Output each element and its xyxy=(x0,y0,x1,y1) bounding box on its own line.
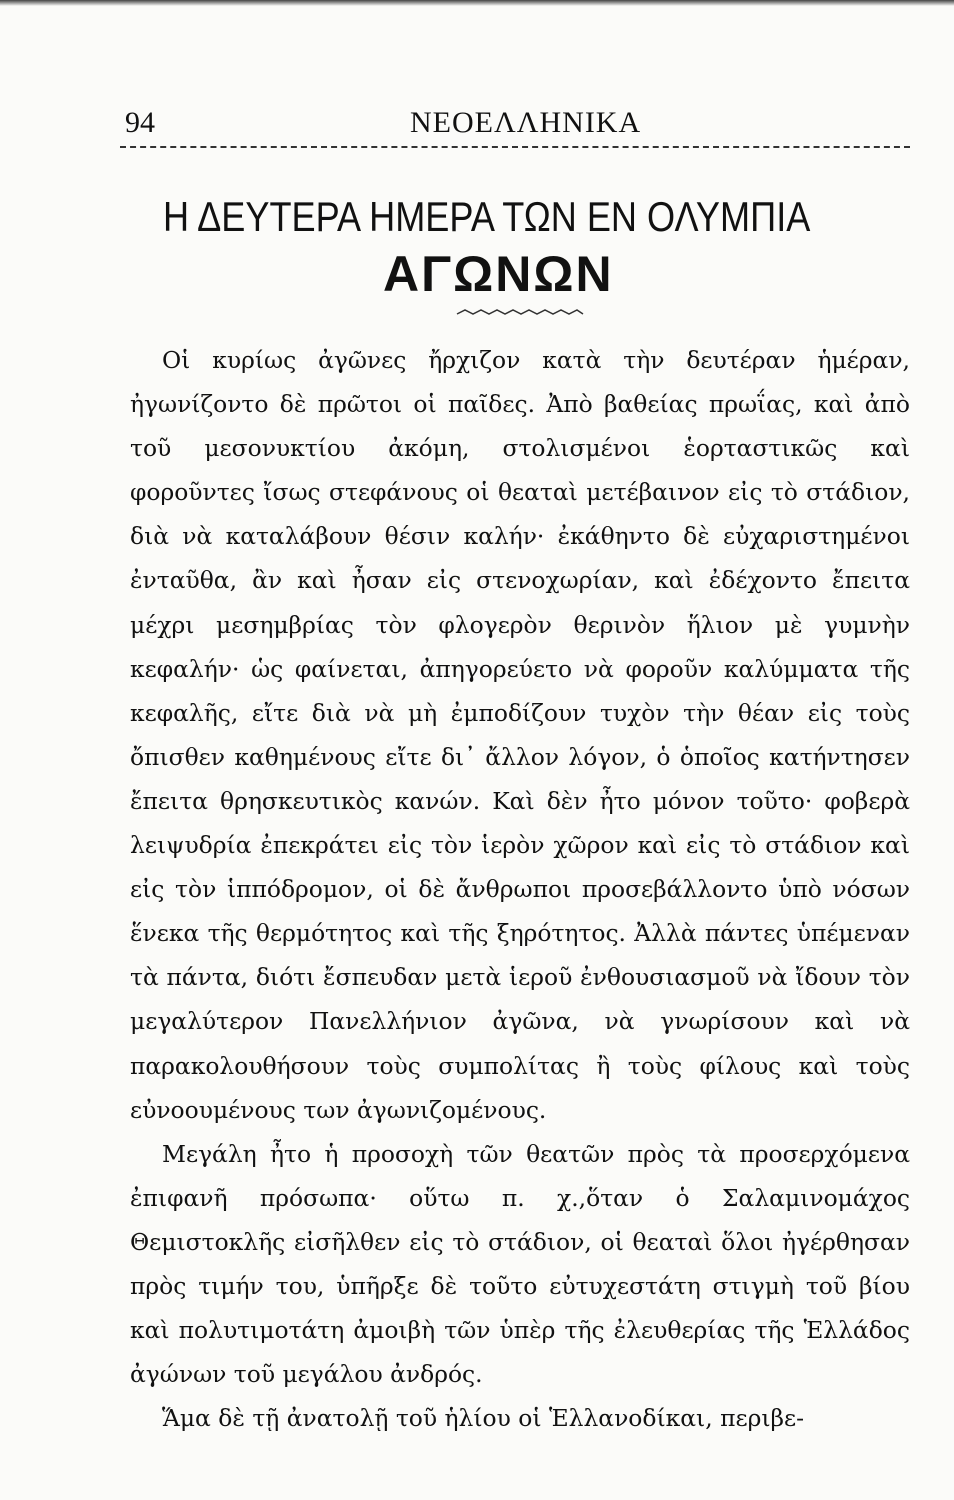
article-title: Η ΔΕΥΤΕΡΑ ΗΜΕΡΑ ΤΩΝ ΕΝ ΟΛΥΜΠΙΑ xyxy=(163,193,811,240)
running-title: ΝΕΟΕΛΛΗΝΙΚΑ xyxy=(410,106,642,139)
page-header xyxy=(120,100,910,146)
page-number: 94 xyxy=(125,106,155,139)
paragraph: Μεγάλη ἦτο ἡ προσοχὴ τῶν θεατῶν πρὸς τὰ προσερχόμενα ἐπιφανῆ πρόσωπα· οὕτω π. χ.,ὅταν ὁ Σαλαμινομάχος Θεμιστοκλῆς εἰσῆλθεν εἰς τὸ στάδιον, οἱ θεαταὶ ὅλοι ἠγέρθησαν πρὸς τιμήν του, ὑπῆρξε δὲ τοῦτο εὐτυχεστάτη στιγμὴ τοῦ βίου καὶ πολυτιμοτάτη ἀμοιβὴ τῶν ὑπὲρ τῆς ἐλευθερίας τῆς Ἑλλάδος ἀγώνων τοῦ μεγάλου ἀνδρός. xyxy=(130,1139,910,1389)
article-title-continued: ΑΓΩΝΩΝ xyxy=(383,246,614,302)
article-body xyxy=(130,338,910,1440)
paragraph: Οἱ κυρίως ἀγῶνες ἤρχιζον κατὰ τὴν δευτέραν ἡμέραν, ἠγωνίζοντο δὲ πρῶτοι οἱ παῖδες. Ἀπὸ βαθείας πρωΐας, καὶ ἀπὸ τοῦ μεσονυκτίου ἀκόμη, στολισμένοι ἑορταστικῶς καὶ φοροῦντες ἴσως στεφάνους οἱ θεαταὶ μετέβαινον εἰς τὸ στάδιον, διὰ νὰ καταλάβουν θέσιν καλήν· ἐκάθηντο δὲ εὐχαριστημένοι ἐνταῦθα, ἂν καὶ ἦσαν εἰς στενοχωρίαν, καὶ ἐδέχοντο ἔπειτα μέχρι μεσημβρίας τὸν φλογερὸν θερινὸν ἥλιον μὲ γυμνὴν κεφαλήν· ὡς φαίνεται, ἀπηγορεύετο νὰ φοροῦν καλύμματα τῆς κεφαλῆς, εἴτε διὰ νὰ μὴ ἐμποδίζουν τυχὸν τὴν θέαν εἰς τοὺς ὄπισθεν καθημένους εἴτε δι᾽ ἄλλον λόγον, ὁ ὁποῖος κατήντησεν ἔπειτα θρησκευτικὸς κανών. Καὶ δὲν ἦτο μόνον τοῦτο· φοβερὰ λειψυδρία ἐπεκράτει εἰς τὸν ἱερὸν χῶρον καὶ εἰς τὸ στάδιον καὶ εἰς τὸν ἱππόδρομον, οἱ δὲ ἄνθρωποι προσεβάλλοντο ὑπὸ νόσων ἕνεκα τῆς θερμότητος καὶ τῆς ξηρότητος. Ἀλλὰ πάντες ὑπέμεναν τὰ πάντα, διότι ἔσπευδαν μετὰ ἱεροῦ ἐνθουσιασμοῦ νὰ ἴδουν τὸν μεγαλύτερον Πανελλήνιον ἀγῶνα, νὰ γνωρίσουν καὶ νὰ παρακολουθήσουν τοὺς συμπολίτας ἢ τοὺς φίλους καὶ τοὺς εὐνοουμένους των ἀγωνιζομένους. xyxy=(130,346,910,1124)
scan-edge xyxy=(0,0,954,6)
header-rule xyxy=(120,146,910,148)
paragraph: Ἅμα δὲ τῇ ἀνατολῇ τοῦ ἡλίου οἱ Ἑλλανοδίκαι, περιβε- xyxy=(162,1404,805,1433)
title-ornament xyxy=(455,306,585,320)
